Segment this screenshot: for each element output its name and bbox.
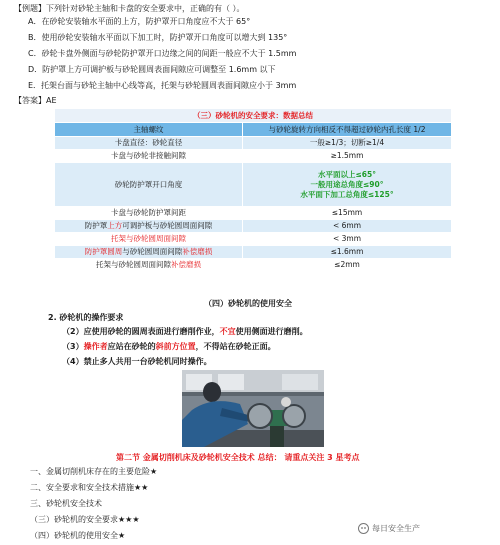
table-row bbox=[55, 207, 452, 220]
label-part: 托架与砂轮圆周面间隙 bbox=[96, 260, 171, 269]
table-row bbox=[55, 220, 452, 233]
text-part: ，不得站在砂轮正面。 bbox=[195, 342, 276, 351]
label-part-highlight: 补偿磨损 bbox=[182, 247, 213, 256]
row-value: ≥1.5mm bbox=[243, 150, 452, 163]
table-row bbox=[55, 137, 452, 150]
requirement-2 bbox=[62, 326, 308, 337]
row-value: ≤15mm bbox=[243, 207, 452, 220]
label-part-highlight: 补偿磨损 bbox=[171, 260, 201, 269]
text-part: （2）应使用砂轮的圆周表面进行磨削作业， bbox=[62, 327, 220, 336]
table-row bbox=[55, 150, 452, 163]
row-value: 一般≥1/3；切断≥1/4 bbox=[243, 137, 452, 150]
table-title: （三）砂轮机的安全要求：数据总结 bbox=[55, 109, 452, 123]
grinder-photo bbox=[182, 370, 324, 447]
table-header-row bbox=[55, 123, 452, 137]
watermark: 每日安全生产 bbox=[372, 524, 420, 533]
row-label: 砂轮防护罩开口角度 bbox=[55, 163, 243, 207]
option-e: E．托架台面与砂轮主轴中心线等高，托架与砂轮圆周表面间隙应小于 3mm bbox=[28, 81, 297, 90]
text-highlight: 斜前方位置 bbox=[155, 342, 196, 351]
label-part: 与砂轮圆周面间隙 bbox=[122, 247, 183, 256]
text-part: 应站在砂轮的 bbox=[107, 342, 156, 351]
text-highlight: 操作者 bbox=[83, 342, 108, 351]
option-a: A．在砂轮安装轴水平面的上方，防护罩开口角度应不大于 65° bbox=[28, 17, 251, 26]
row-label: 卡盘与砂轮非接触间隙 bbox=[55, 150, 243, 163]
summary-item: 一、金属切削机床存在的主要危险★ bbox=[30, 467, 158, 476]
row-value: ≤2mm bbox=[243, 259, 452, 272]
text-highlight: 不宜 bbox=[219, 327, 236, 336]
row-label: 托架与砂轮圆周面间隙 bbox=[55, 233, 243, 246]
table-row bbox=[55, 233, 452, 246]
wechat-icon bbox=[358, 523, 369, 534]
label-part-highlight: 防护罩圆周 bbox=[84, 247, 123, 256]
angle-below: 水平面下加工总角度≤125° bbox=[300, 189, 394, 199]
safety-requirements-table bbox=[54, 108, 452, 272]
text-part: （3） bbox=[62, 342, 84, 351]
row-label bbox=[55, 246, 243, 259]
answer: 【答案】AE bbox=[14, 96, 57, 105]
option-d: D．防护罩上方可调护板与砂轮圆周表面间隙应可调整至 1.6mm 以下 bbox=[28, 65, 276, 74]
angle-general: 一般用途总角度≤90° bbox=[310, 179, 384, 189]
summary-item: 三、砂轮机安全技术 bbox=[30, 499, 102, 508]
option-c: C．砂轮卡盘外侧面与砂轮防护罩开口边缘之间的间距一般应不大于 1.5mm bbox=[28, 49, 297, 58]
row-label: 卡盘与砂轮防护罩间距 bbox=[55, 207, 243, 220]
row-label bbox=[55, 220, 243, 233]
text-part: 使用侧面进行磨削。 bbox=[235, 327, 308, 336]
requirement-3 bbox=[62, 341, 276, 352]
table-row bbox=[55, 259, 452, 272]
question-stem: 【例题】下列针对砂轮主轴和卡盘的安全要求中，正确的有（ ）。 bbox=[14, 4, 245, 13]
row-label bbox=[55, 259, 243, 272]
row-value: ≤1.6mm bbox=[243, 246, 452, 259]
table-row bbox=[55, 163, 452, 207]
row-value: < 3mm bbox=[243, 233, 452, 246]
row-value: < 6mm bbox=[243, 220, 452, 233]
label-part: 防护罩 bbox=[84, 221, 108, 230]
item-heading: 2. 砂轮机的操作要求 bbox=[48, 313, 124, 322]
summary-item: 二、安全要求和安全技术措施★★ bbox=[30, 483, 149, 492]
row-label: 卡盘直径：砂轮直径 bbox=[55, 137, 243, 150]
label-part: 可调护板与砂轮圆周面间隙 bbox=[122, 221, 213, 230]
table-row bbox=[55, 246, 452, 259]
label-part-highlight: 上方 bbox=[107, 221, 123, 230]
row-value-group bbox=[243, 163, 452, 207]
summary-item: （四）砂轮机的使用安全★ bbox=[30, 531, 126, 540]
header-col1: 主轴螺纹 bbox=[55, 123, 243, 137]
requirement-4: （4）禁止多人共用一台砂轮机同时操作。 bbox=[62, 357, 212, 366]
angle-above: 水平面以上≤65° bbox=[318, 169, 376, 179]
summary-item: （三）砂轮机的安全要求★★★ bbox=[30, 515, 140, 524]
section-heading: （四）砂轮机的使用安全 bbox=[204, 299, 292, 308]
chapter-summary-title: 第二节 金属切削机床及砂轮机安全技术 总结： 请重点关注 3 星考点 bbox=[116, 453, 360, 462]
option-b: B．使用砂轮安装轴水平面以下加工时，防护罩开口角度可以增大到 135° bbox=[28, 33, 288, 42]
header-col2: 与砂轮旋转方向相反不得超过砂轮内孔长度 1/2 bbox=[243, 123, 452, 137]
